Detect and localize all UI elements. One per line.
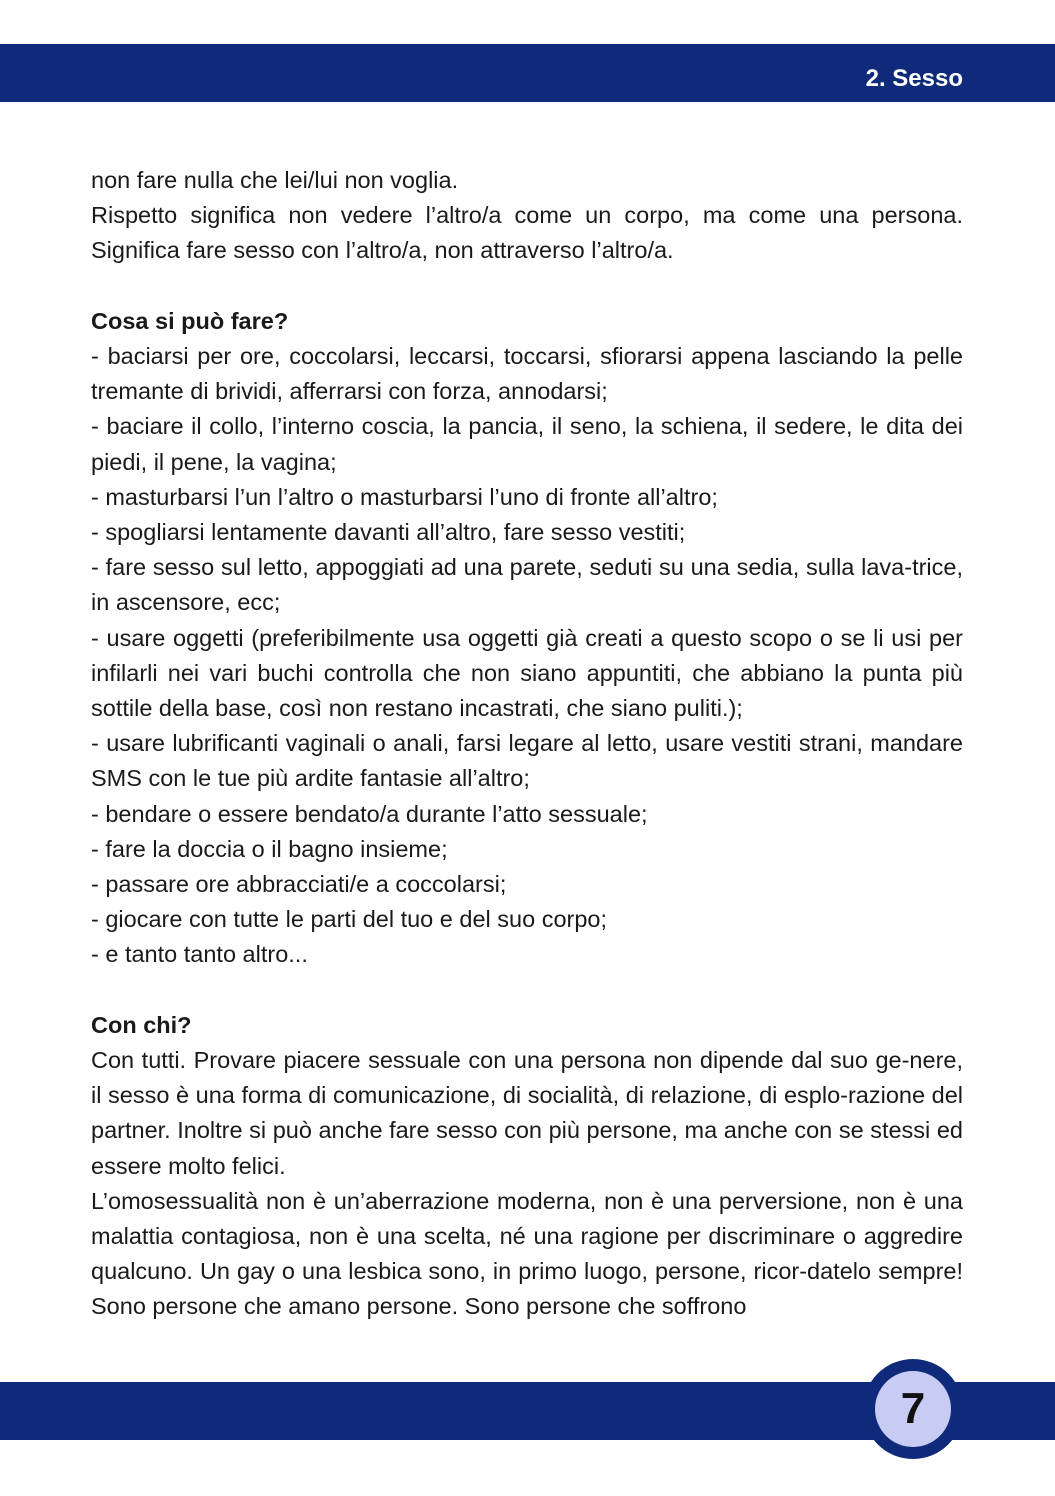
intro-line: Rispetto significa non vedere l’altro/a come un corpo, ma come una persona. Significa fare sesso con l’altro/a, non attraverso l’altro/a. — [91, 202, 963, 264]
page-number-badge — [863, 1359, 963, 1459]
list-item: - bendare o essere bendato/a durante l’atto sessuale; — [91, 800, 648, 827]
section-heading: Con chi? — [91, 1011, 192, 1038]
list-item: - baciare il collo, l’interno coscia, la pancia, il seno, la schiena, il sedere, le dita dei piedi, il pene, la vagina; — [91, 413, 963, 475]
paragraph-gap — [91, 973, 963, 1008]
list-item: - passare ore abbracciati/e a coccolarsi; — [91, 871, 507, 898]
page-number: 7 — [875, 1371, 951, 1447]
list-item: - baciarsi per ore, coccolarsi, leccarsi, toccarsi, sfiorarsi appena lasciando la pelle tremante di brividi, afferrarsi con forza, annodarsi; — [91, 343, 963, 405]
list-item: - fare la doccia o il bagno insieme; — [91, 835, 448, 862]
list-item: - fare sesso sul letto, appoggiati ad una parete, seduti su una sedia, sulla lava-trice, in ascensore, ecc; — [91, 554, 963, 616]
paragraph: Con tutti. Provare piacere sessuale con una persona non dipende dal suo ge-nere, il sesso è una forma di comunicazione, di socialità, di relazione, di esplo-razione del partner. Inoltre si può anche fare sesso con più persone, ma anche con se stessi ed essere molto felici. — [91, 1047, 963, 1179]
paragraph-gap — [91, 269, 963, 304]
list-item: - usare lubrificanti vaginali o anali, farsi legare al letto, usare vestiti strani, mandare SMS con le tue più ardite fantasie all’altro; — [91, 730, 963, 792]
body-text — [91, 163, 963, 1325]
list-item: - giocare con tutte le parti del tuo e del suo corpo; — [91, 906, 608, 933]
list-item: - spogliarsi lentamente davanti all’altro, fare sesso vestiti; — [91, 519, 686, 546]
paragraph: L’omosessualità non è un’aberrazione moderna, non è una perversione, non è una malattia contagiosa, non è una scelta, né una ragione per discriminare o aggredire qualcuno. Un gay o una lesbica sono, in primo luogo, persone, ricor-datelo sempre! Sono persone che amano persone. Sono persone che soffrono — [91, 1187, 963, 1320]
intro-line: non fare nulla che lei/lui non voglia. — [91, 167, 459, 193]
list-item: - e tanto tanto altro... — [91, 941, 308, 968]
list-item: - usare oggetti (preferibilmente usa oggetti già creati a questo scopo o se li usi per infilarli nei vari buchi controlla che non siano appuntiti, che abbiano la punta più sottile della base, così non restano incastrati, che siano puliti.); — [91, 624, 963, 722]
section-heading: Cosa si può fare? — [91, 307, 289, 334]
section-title: 2. Sesso — [865, 65, 963, 92]
list-item: - masturbarsi l’un l’altro o masturbarsi l’uno di fronte all’altro; — [91, 483, 718, 510]
